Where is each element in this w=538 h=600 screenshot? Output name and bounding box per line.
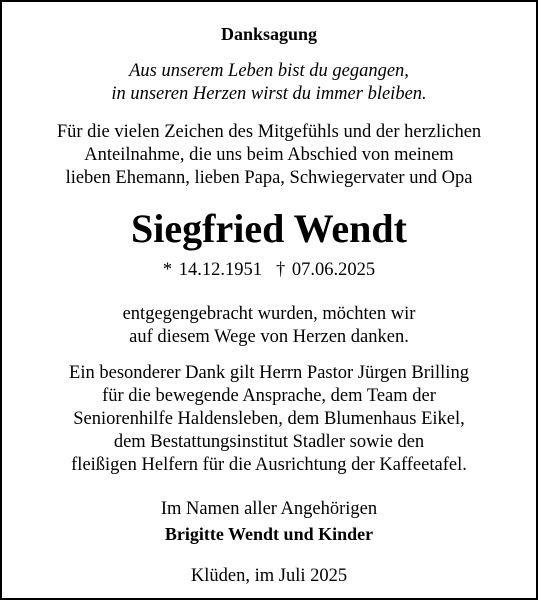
special-thanks-paragraph [2, 362, 536, 477]
intro-line: Für die vielen Zeichen des Mitgefühls und der herzlichen [56, 122, 482, 142]
notice-heading: Danksagung [220, 24, 318, 44]
special-thanks-line: Seniorenhilfe Haldensleben, dem Blumenhaus Eikel, [73, 409, 465, 429]
thanks-line: auf diesem Wege von Herzen danken. [129, 327, 409, 347]
deceased-name: Siegfried Wendt [131, 206, 407, 251]
special-thanks-line: für die bewegende Ansprache, dem Team der [102, 386, 436, 406]
intro-line: lieben Ehemann, lieben Papa, Schwiegervater und Opa [65, 168, 473, 188]
special-thanks-line: fleißigen Helfern für die Ausrichtung der Kaffeetafel. [71, 455, 467, 475]
intro-paragraph [2, 121, 536, 190]
closing-line: Im Namen aller Angehörigen [160, 499, 378, 519]
life-dates [2, 259, 536, 281]
motto-verse [2, 60, 536, 106]
intro-line: Anteilnahme, die uns beim Abschied von meinem [84, 145, 454, 165]
birth-date: * 14.12.1951 [162, 260, 262, 280]
special-thanks-line: Ein besonderer Dank gilt Herrn Pastor Jürgen Brilling [69, 363, 469, 383]
signers-name: Brigitte Wendt und Kinder [164, 524, 374, 544]
motto-line: Aus unserem Leben bist du gegangen, [129, 61, 409, 81]
thanks-paragraph [2, 303, 536, 349]
motto-line: in unseren Herzen wirst du immer bleiben. [111, 84, 427, 104]
place-and-date: Klüden, im Juli 2025 [190, 566, 348, 586]
thanks-line: entgegengebracht wurden, möchten wir [122, 304, 416, 324]
death-date: † 07.06.2025 [276, 260, 376, 280]
special-thanks-line: dem Bestattungsinstitut Stadler sowie den [113, 432, 425, 452]
